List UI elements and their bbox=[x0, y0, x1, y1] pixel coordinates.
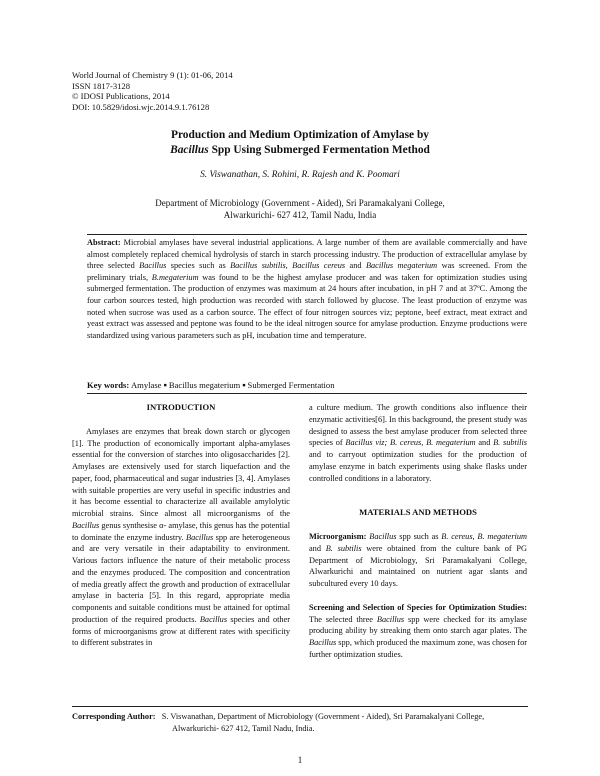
subsection-label: Microorganism: bbox=[309, 532, 367, 541]
affiliation bbox=[0, 197, 600, 221]
abstract-italic: B.megaterium bbox=[151, 272, 199, 282]
body-italic: B. cereus, B. megaterium bbox=[441, 532, 527, 541]
page-number: 1 bbox=[297, 755, 303, 765]
body-italic: Bacillus bbox=[369, 532, 397, 541]
abstract-italic: Bacillus megaterium bbox=[365, 261, 438, 271]
body-text: genus synthesise α- amylase, this genus has the potential to dominate the enzyme industry. bbox=[72, 520, 290, 542]
body-italic: Bacillus bbox=[376, 614, 405, 624]
introduction-heading: INTRODUCTION bbox=[146, 402, 216, 412]
body-text: The selected three bbox=[309, 614, 377, 624]
abstract-text: species such as bbox=[166, 261, 231, 271]
abstract-italic: Bacillus subtilis, Bacillus cereus bbox=[230, 261, 346, 271]
keyword: Submerged Fermentation bbox=[247, 380, 335, 390]
doi: DOI: 10.5829/idosi.wjc.2014.9.1.76128 bbox=[72, 101, 210, 112]
corresponding-author-address: Alwarkurichi- 627 412, Tamil Nadu, India. bbox=[172, 723, 315, 733]
body-text: Amylases are enzymes that break down starch or glycogen [1]. The production of economically important alpha-amylases essential for the conversion of starches into oligosaccharides [2]. Amylases are extensively used for starch liquefaction and the paper, food, pharmaceutical and sugar industries [3, 4]. Amylases with suitable properties are very useful in specific industries and it has become essential to characterize all available amylolytic microbial strains. Since almost all microorganisms of the bbox=[72, 426, 290, 518]
keyword-separator-icon: ■ bbox=[242, 383, 246, 389]
keywords-label: Key words: bbox=[87, 380, 130, 390]
journal-header bbox=[72, 70, 233, 112]
body-italic: Bacillus bbox=[199, 614, 228, 624]
abstract-text: was found to be the highest amylase producer and was taken for optimization studies using submerged fermentation. The production of enzymes was maximum at 24 hours after incubation, in pH 7 and at 37ºC. Among the four carbon sources tested, high production was recorded with starch followed by glucose. The least production of enzyme was noted when sucrose was used as a carbon source. The effect of four nitrogen sources viz; peptone, beef extract, meat extract and yeast extract was assessed and peptone was found to be the ideal nitrogen source for amylase production. Enzyme productions were standardized using various parameters such as pH, incubation time and temperature. bbox=[87, 272, 527, 340]
footer-rule bbox=[72, 706, 528, 707]
body-italic: Bacillus bbox=[186, 532, 214, 542]
keywords bbox=[87, 380, 527, 390]
body-text: and bbox=[309, 543, 326, 553]
body-text: a culture medium. The growth conditions also influence their enzymatic activities[6]. In this background, the present study was designed to assess the best amylase producer from selected three species of bbox=[309, 403, 527, 448]
keyword: Amylase bbox=[130, 380, 162, 390]
abstract-text: Microbial amylases have several industrial applications. A large number of them are available commercially and have almost completely replaced chemical hydrolysis of starch in starch processing industry. The production of extracellular amylase by three selected bbox=[87, 238, 527, 271]
abstract-label: Abstract: bbox=[87, 238, 121, 247]
corresponding-author-text: S. Viswanathan, Department of Microbiology (Government - Aided), Sri Paramakalyani College, bbox=[161, 712, 485, 721]
body-italic: Bacillus viz; B. cereus, B. megaterium bbox=[345, 438, 476, 448]
body-text: spp such as bbox=[396, 532, 442, 541]
corresponding-author-footer bbox=[72, 711, 542, 734]
body-text: were obtained from the culture bank of PG Department of Microbiology, Sri Paramakalyani College, Alwarkurichi and maintained on nutrient agar slants and subcultured every 10 days. bbox=[309, 543, 527, 588]
corresponding-author-label: Corresponding Author: bbox=[72, 712, 156, 721]
body-italic: Bacillus bbox=[309, 638, 337, 647]
paper-title bbox=[0, 128, 600, 158]
abstract bbox=[87, 237, 527, 341]
body-text: and to carryout optimization studies for the production of amylase enzyme in batch experiments using shake flasks under controlled conditions in a laboratory. bbox=[309, 450, 527, 483]
subsection-label: Screening and Selection of Species for Optimization Studies: bbox=[309, 602, 527, 612]
microorganism-paragraph bbox=[309, 531, 527, 590]
body-text: spp were checked for its amylase producing ability by streaking them onto starch agar plates. The bbox=[309, 614, 527, 636]
body-italic: B. subtilis bbox=[493, 438, 527, 448]
title-line-2 bbox=[0, 143, 600, 158]
author-list: S. Viswanathan, S. Rohini, R. Rajesh and K. Poomari bbox=[200, 170, 400, 180]
keyword-separator-icon: ■ bbox=[163, 383, 167, 389]
affiliation-line-2: Alwarkurichi- 627 412, Tamil Nadu, India bbox=[223, 210, 377, 220]
title-genus: Bacillus bbox=[170, 144, 209, 156]
affiliation-line-1: Department of Microbiology (Government - Aided), Sri Paramakalyani College, bbox=[155, 198, 445, 208]
body-italic: B. subtilis bbox=[325, 543, 362, 553]
body-text: spp are heterogeneous and are very versatile in their adaptability to environment. Various factors influence the nature of their metabolic process and the enzymes produced. The composition and concentration of media greatly affect the growth and production of extracellular amylase in bacteria [5]. In this regard, appropriate media components and suitable conditions must be attained for optimal production of the required products. bbox=[72, 532, 290, 624]
abstract-text: was screened. From the preliminary trials, bbox=[87, 261, 527, 282]
methods-heading: MATERIALS AND METHODS bbox=[359, 507, 477, 518]
copyright: © IDOSI Publications, 2014 bbox=[72, 91, 170, 102]
journal-citation: World Journal of Chemistry 9 (1): 01-06, 2014 bbox=[72, 70, 233, 80]
right-column bbox=[309, 402, 527, 661]
body-text: and bbox=[475, 438, 494, 448]
intro-paragraph-1-continued bbox=[309, 402, 527, 484]
title-line-2-rest: Spp Using Submerged Fermentation Method bbox=[208, 144, 430, 156]
keyword: Bacillus megaterium bbox=[168, 380, 241, 390]
abstract-italic: Bacillus bbox=[139, 261, 167, 271]
body-text: spp, which produced the maximum zone, was chosen for further optimization studies. bbox=[309, 638, 527, 659]
body-italic: Bacillus bbox=[72, 520, 100, 530]
body-text: species and other forms of microorganisms grow at different rates with specificity to different substrates in bbox=[72, 614, 290, 648]
left-column bbox=[72, 402, 290, 649]
abstract-top-rule bbox=[87, 234, 527, 235]
keywords-bottom-rule bbox=[87, 393, 527, 394]
title-line-1: Production and Medium Optimization of Amylase by bbox=[171, 129, 429, 141]
screening-paragraph bbox=[309, 602, 527, 661]
intro-paragraph-1 bbox=[72, 426, 290, 649]
abstract-text: and bbox=[345, 261, 366, 271]
issn: ISSN 1817-3128 bbox=[72, 80, 131, 91]
